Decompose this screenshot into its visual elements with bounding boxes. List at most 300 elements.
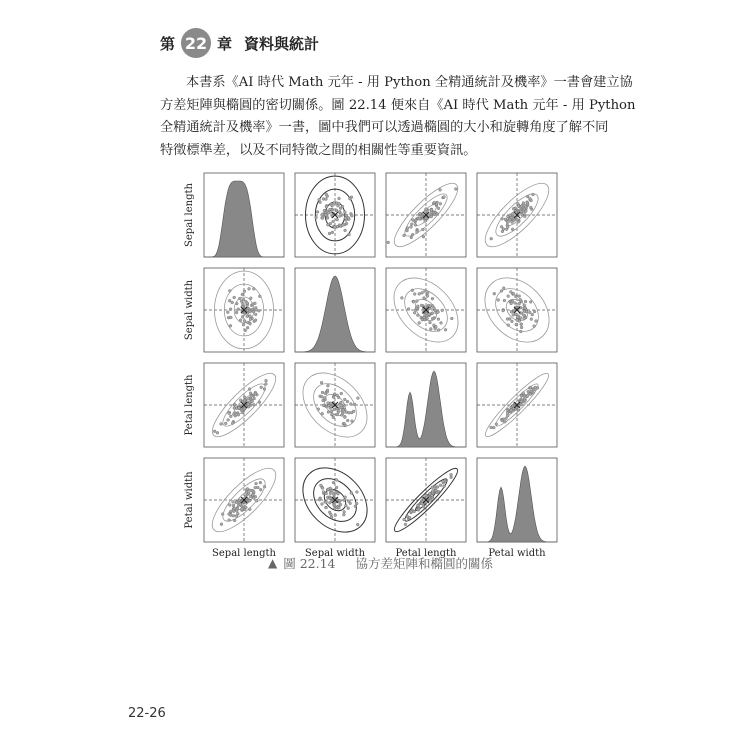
- scatter-point: [418, 293, 421, 296]
- scatter-point: [323, 209, 326, 212]
- scatter-point: [342, 409, 345, 412]
- scatter-point: [228, 519, 231, 522]
- scatter-point: [411, 233, 414, 236]
- scatter-point: [532, 193, 535, 196]
- chapter-suffix: 章: [217, 34, 233, 53]
- scatter-point: [431, 312, 434, 315]
- scatter-point: [343, 398, 346, 401]
- scatter-point: [229, 324, 232, 327]
- scatter-point: [327, 223, 330, 226]
- scatter-point: [510, 409, 513, 412]
- scatter-point: [422, 228, 425, 231]
- scatter-point: [235, 510, 238, 513]
- scatter-point: [346, 400, 349, 403]
- scatter-point: [242, 323, 245, 326]
- kde-area: [204, 181, 284, 257]
- scatter-point: [500, 290, 503, 293]
- scatter-point: [321, 395, 324, 398]
- scatter-point: [327, 384, 330, 387]
- scatter-point: [520, 205, 523, 208]
- scatter-point: [523, 317, 526, 320]
- scatter-point: [319, 201, 322, 204]
- y-axis-label: Sepal length: [184, 183, 195, 247]
- scatter-point: [258, 309, 261, 312]
- scatter-point: [355, 502, 358, 505]
- scatter-point: [422, 505, 425, 508]
- scatter-point: [416, 314, 419, 317]
- scatter-point: [345, 504, 348, 507]
- page-number: 22-26: [128, 706, 166, 721]
- scatter-point: [511, 213, 514, 216]
- scatter-point: [327, 402, 330, 405]
- scatter-point: [321, 391, 324, 394]
- scatter-point: [327, 212, 330, 215]
- scatter-point: [246, 302, 249, 305]
- scatter-point: [520, 400, 523, 403]
- scatter-point: [330, 513, 333, 516]
- scatter-point: [325, 214, 328, 217]
- scatter-point: [329, 208, 332, 211]
- scatter-point: [257, 486, 260, 489]
- scatter-point: [232, 514, 235, 517]
- scatter-point: [516, 319, 519, 322]
- scatter-point: [341, 205, 344, 208]
- scatter-point: [417, 509, 420, 512]
- scatter-point: [429, 321, 432, 324]
- scatter-point: [316, 211, 319, 214]
- scatter-point: [429, 492, 432, 495]
- scatter-point: [512, 314, 515, 317]
- scatter-point: [351, 214, 354, 217]
- panel-2-0: [204, 363, 284, 447]
- scatter-point: [347, 500, 350, 503]
- scatter-point: [321, 503, 324, 506]
- scatter-point: [519, 330, 522, 333]
- scatter-point: [335, 209, 338, 212]
- scatter-point: [322, 404, 325, 407]
- scatter-point: [527, 390, 530, 393]
- scatter-point: [249, 297, 252, 300]
- scatter-point: [401, 297, 404, 300]
- scatter-point: [526, 395, 529, 398]
- scatter-point: [265, 379, 268, 382]
- figure-caption: [268, 554, 493, 572]
- scatter-point: [255, 309, 258, 312]
- scatter-point: [324, 392, 327, 395]
- scatter-point: [248, 508, 251, 511]
- scatter-point: [325, 501, 328, 504]
- scatter-point: [348, 233, 351, 236]
- scatter-point: [325, 205, 328, 208]
- chapter-prefix: 第: [160, 34, 176, 53]
- scatter-point: [251, 308, 254, 311]
- scatter-point: [511, 320, 514, 323]
- scatter-point: [235, 311, 238, 314]
- scatter-point: [233, 507, 236, 510]
- paragraph-line: 全精通統計及機率》一書，圖中我們可以透過橢圓的大小和旋轉角度了解不同: [160, 120, 609, 135]
- scatter-point: [252, 403, 255, 406]
- scatter-point: [410, 510, 413, 513]
- scatter-point: [263, 485, 266, 488]
- scatter-point: [404, 523, 407, 526]
- scatter-point: [493, 292, 496, 295]
- scatter-point: [233, 296, 236, 299]
- scatter-point: [421, 291, 424, 294]
- scatter-point: [505, 417, 508, 420]
- scatter-point: [343, 422, 346, 425]
- scatter-point: [406, 229, 409, 232]
- scatter-point: [255, 482, 258, 485]
- scatter-point: [247, 397, 250, 400]
- scatter-point: [411, 289, 414, 292]
- scatter-point: [325, 193, 328, 196]
- scatter-point: [517, 409, 520, 412]
- scatter-point: [511, 228, 514, 231]
- scatter-point: [529, 206, 532, 209]
- paragraph-line: 方差矩陣與橢圓的密切關係。圖 22.14 便來自《AI 時代 Math 元年 - 用 Python: [160, 97, 636, 113]
- scatter-point: [339, 499, 342, 502]
- caption-text: 協方差矩陣和橢圓的關係: [355, 556, 494, 571]
- scatter-point: [328, 501, 331, 504]
- scatter-point: [426, 292, 429, 295]
- scatter-point: [228, 289, 231, 292]
- panel-1-2: [382, 266, 471, 355]
- scatter-point: [422, 235, 425, 238]
- scatter-point: [331, 208, 334, 211]
- scatter-point: [530, 318, 533, 321]
- scatter-point: [497, 299, 500, 302]
- scatter-point: [450, 473, 453, 476]
- scatter-point: [503, 420, 506, 423]
- scatter-point: [231, 301, 234, 304]
- scatter-point: [350, 492, 353, 495]
- scatter-point: [410, 223, 413, 226]
- scatter-point: [519, 317, 522, 320]
- body-paragraph: [160, 72, 636, 162]
- scatter-point: [533, 325, 536, 328]
- scatter-point: [243, 290, 246, 293]
- scatter-point: [233, 519, 236, 522]
- scatter-point: [320, 381, 323, 384]
- scatter-point: [528, 311, 531, 314]
- scatter-point: [246, 315, 249, 318]
- scatter-point: [329, 492, 332, 495]
- scatter-point: [524, 307, 527, 310]
- scatter-point: [416, 300, 419, 303]
- scatter-point: [336, 218, 339, 221]
- scatter-point: [410, 236, 413, 239]
- panel-0-1: [295, 173, 375, 257]
- scatter-point: [352, 410, 355, 413]
- scatter-point: [318, 498, 321, 501]
- scatter-point: [330, 410, 333, 413]
- scatter-point: [530, 390, 533, 393]
- scatter-point: [343, 510, 346, 513]
- x-axis-label: Petal width: [488, 548, 546, 559]
- scatter-point: [354, 505, 357, 508]
- scatter-point: [318, 198, 321, 201]
- scatter-point: [349, 403, 352, 406]
- scatter-point: [335, 486, 338, 489]
- scatter-point: [241, 315, 244, 318]
- scatter-point: [341, 224, 344, 227]
- scatter-point: [253, 397, 256, 400]
- scatter-point: [533, 310, 536, 313]
- scatter-point: [529, 197, 532, 200]
- scatter-point: [423, 297, 426, 300]
- scatter-point: [331, 413, 334, 416]
- kde-area: [386, 371, 466, 447]
- scatter-point: [239, 503, 242, 506]
- scatter-point: [340, 392, 343, 395]
- scatter-point: [514, 295, 517, 298]
- scatter-point: [529, 386, 532, 389]
- scatter-point: [332, 481, 335, 484]
- paragraph-line: 特徵標準差，以及不同特徵之間的相關性等重要資訊。: [160, 142, 477, 158]
- scatter-point: [414, 224, 417, 227]
- scatter-point: [338, 197, 341, 200]
- scatter-point: [213, 430, 216, 433]
- scatter-point: [336, 413, 339, 416]
- scatter-point: [501, 230, 504, 233]
- scatter-point: [430, 211, 433, 214]
- scatter-point: [437, 329, 440, 332]
- scatter-point: [229, 415, 232, 418]
- scatter-point: [407, 308, 410, 311]
- scatter-point: [232, 501, 235, 504]
- scatter-point: [344, 229, 347, 232]
- scatter-point: [495, 423, 498, 426]
- scatter-point: [534, 386, 537, 389]
- scatter-point: [436, 486, 439, 489]
- kde-area: [295, 276, 375, 352]
- panel-3-1: [290, 455, 380, 545]
- scatter-point: [242, 298, 245, 301]
- scatter-point: [506, 226, 509, 229]
- scatter-point: [434, 485, 437, 488]
- scatter-point: [254, 393, 257, 396]
- scatter-point: [331, 489, 334, 492]
- scatter-point: [524, 300, 527, 303]
- scatter-point: [248, 499, 251, 502]
- scatter-point: [431, 297, 434, 300]
- panel-3-0: [204, 458, 285, 542]
- scatter-point: [245, 506, 248, 509]
- scatter-point: [520, 326, 523, 329]
- scatter-point: [357, 397, 360, 400]
- y-axis-label: Petal width: [184, 471, 195, 529]
- scatter-point: [337, 396, 340, 399]
- scatter-point: [431, 317, 434, 320]
- panel-3-3: [477, 458, 557, 542]
- scatter-point: [426, 295, 429, 298]
- scatter-point: [526, 201, 529, 204]
- panel-1-0: [204, 268, 284, 352]
- scatter-point: [237, 413, 240, 416]
- scatter-point: [345, 222, 348, 225]
- panel-0-3: [477, 173, 558, 257]
- scatter-point: [249, 315, 252, 318]
- scatter-point: [258, 295, 261, 298]
- scatter-point: [232, 510, 235, 513]
- scatter-point: [326, 389, 329, 392]
- scatter-point: [500, 225, 503, 228]
- scatter-point: [254, 319, 257, 322]
- scatter-point: [229, 510, 232, 513]
- scatter-point: [320, 484, 323, 487]
- scatter-point: [418, 322, 421, 325]
- scatter-point: [417, 504, 420, 507]
- caption-triangle-icon: ▲: [268, 556, 278, 570]
- scatter-point: [516, 316, 519, 319]
- scatter-point: [433, 324, 436, 327]
- scatter-point: [525, 310, 528, 313]
- scatter-point: [248, 388, 251, 391]
- scatter-point: [434, 309, 437, 312]
- scatter-point: [228, 299, 231, 302]
- scatter-point: [406, 515, 409, 518]
- scatter-point: [333, 507, 336, 510]
- caption-label: 圖 22.14: [283, 556, 336, 571]
- scatter-point: [515, 313, 518, 316]
- pairplot-figure: [180, 165, 560, 559]
- scatter-point: [249, 392, 252, 395]
- scatter-point: [406, 227, 409, 230]
- scatter-point: [249, 495, 252, 498]
- scatter-point: [518, 302, 521, 305]
- scatter-point: [520, 323, 523, 326]
- scatter-point: [229, 514, 232, 517]
- scatter-point: [413, 311, 416, 314]
- scatter-point: [340, 401, 343, 404]
- scatter-point: [450, 317, 453, 320]
- scatter-point: [241, 508, 244, 511]
- scatter-point: [221, 513, 224, 516]
- scatter-point: [325, 198, 328, 201]
- scatter-point: [258, 401, 261, 404]
- scatter-point: [260, 386, 263, 389]
- scatter-point: [331, 204, 334, 207]
- scatter-point: [256, 499, 259, 502]
- scatter-point: [520, 312, 523, 315]
- scatter-point: [252, 497, 255, 500]
- scatter-point: [333, 393, 336, 396]
- scatter-point: [425, 217, 428, 220]
- panel-0-2: [386, 173, 466, 257]
- scatter-point: [507, 324, 510, 327]
- scatter-point: [323, 397, 326, 400]
- scatter-point: [502, 309, 505, 312]
- scatter-point: [351, 420, 354, 423]
- scatter-point: [514, 302, 517, 305]
- scatter-point: [520, 394, 523, 397]
- scatter-point: [249, 318, 252, 321]
- scatter-point: [517, 220, 520, 223]
- scatter-point: [220, 423, 223, 426]
- scatter-point: [424, 290, 427, 293]
- scatter-point: [330, 516, 333, 519]
- scatter-point: [529, 393, 532, 396]
- x-axis-label: Petal length: [395, 548, 457, 559]
- y-axis-label: Sepal width: [184, 279, 195, 341]
- scatter-point: [334, 514, 337, 517]
- scatter-point: [356, 491, 359, 494]
- scatter-point: [327, 411, 330, 414]
- scatter-point: [321, 487, 324, 490]
- scatter-point: [235, 501, 238, 504]
- scatter-point: [346, 419, 349, 422]
- scatter-point: [508, 318, 511, 321]
- scatter-point: [387, 241, 390, 244]
- scatter-point: [238, 297, 241, 300]
- scatter-point: [435, 203, 438, 206]
- scatter-point: [492, 426, 495, 429]
- scatter-point: [410, 226, 413, 229]
- scatter-point: [454, 188, 457, 191]
- scatter-point: [414, 219, 417, 222]
- scatter-point: [519, 298, 522, 301]
- scatter-point: [321, 217, 324, 220]
- scatter-point: [526, 195, 529, 198]
- scatter-point: [315, 216, 318, 219]
- scatter-point: [413, 293, 416, 296]
- scatter-point: [337, 492, 340, 495]
- scatter-point: [246, 326, 249, 329]
- scatter-point: [251, 400, 254, 403]
- scatter-point: [332, 220, 335, 223]
- scatter-point: [428, 313, 431, 316]
- scatter-point: [529, 301, 532, 304]
- panel-1-3: [472, 265, 562, 355]
- scatter-point: [342, 513, 345, 516]
- scatter-point: [349, 197, 352, 200]
- scatter-point: [518, 295, 521, 298]
- scatter-point: [332, 396, 335, 399]
- scatter-point: [246, 488, 249, 491]
- scatter-point: [334, 226, 337, 229]
- scatter-point: [317, 408, 320, 411]
- scatter-point: [226, 311, 229, 314]
- scatter-point: [331, 231, 334, 234]
- scatter-point: [437, 207, 440, 210]
- scatter-point: [418, 217, 421, 220]
- scatter-point: [248, 287, 251, 290]
- scatter-point: [238, 407, 241, 410]
- chapter-number-badge: 22: [181, 28, 211, 58]
- chapter-title: 資料與統計: [244, 34, 320, 53]
- scatter-point: [507, 215, 510, 218]
- scatter-point: [243, 407, 246, 410]
- scatter-point: [439, 484, 442, 487]
- scatter-point: [247, 405, 250, 408]
- scatter-point: [506, 414, 509, 417]
- scatter-point: [490, 426, 493, 429]
- scatter-point: [259, 488, 262, 491]
- scatter-point: [353, 403, 356, 406]
- scatter-point: [250, 395, 253, 398]
- scatter-point: [332, 416, 335, 419]
- scatter-point: [338, 506, 341, 509]
- kde-area: [477, 466, 557, 542]
- scatter-point: [231, 422, 234, 425]
- scatter-point: [515, 323, 518, 326]
- scatter-point: [439, 189, 442, 192]
- scatter-point: [227, 419, 230, 422]
- scatter-point: [338, 210, 341, 213]
- scatter-point: [240, 409, 243, 412]
- scatter-point: [244, 329, 247, 332]
- scatter-point: [443, 485, 446, 488]
